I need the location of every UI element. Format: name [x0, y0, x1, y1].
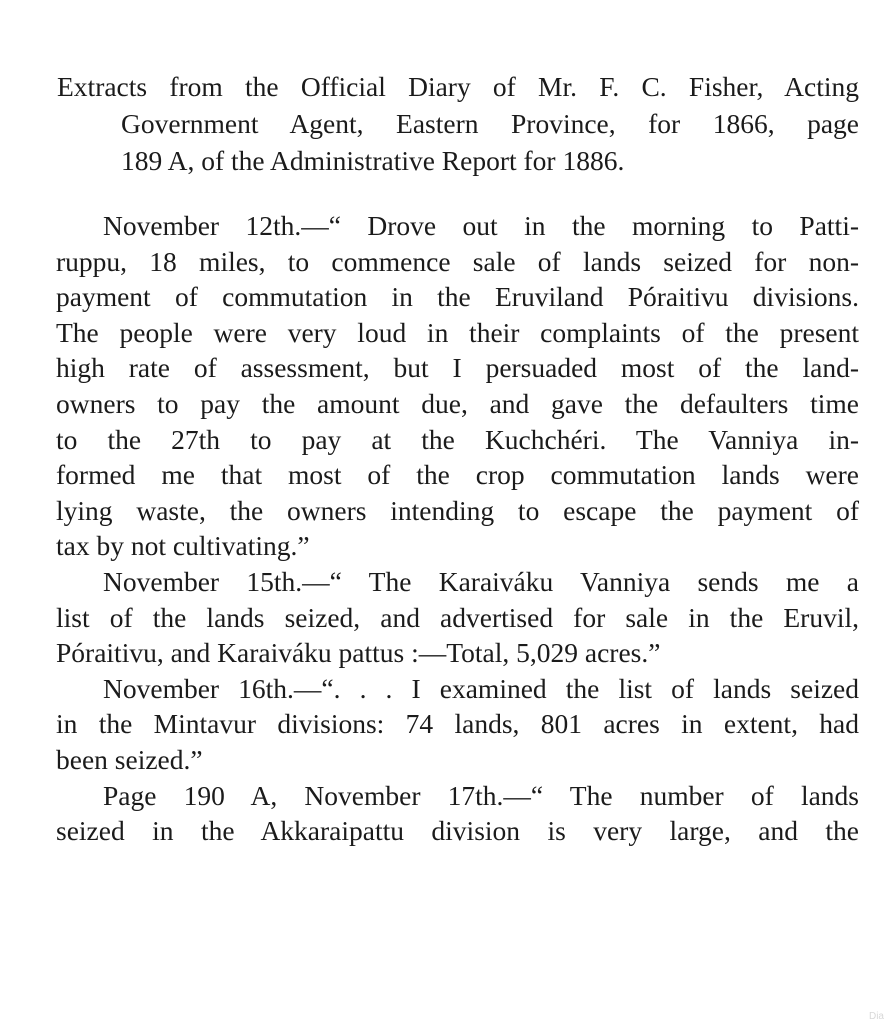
paragraph-line: to the 27th to pay at the Kuchchéri. The Vanniya in-: [56, 423, 859, 455]
paragraph-line: been seized.”: [56, 743, 203, 775]
paragraph-line: ruppu, 18 miles, to commence sale of lands seized for non-: [56, 245, 859, 277]
paragraph-line: in the Mintavur divisions: 74 lands, 801 acres in extent, had: [56, 708, 859, 740]
paragraph-line: payment of commutation in the Eruviland Póraitivu divisions.: [56, 281, 859, 313]
paragraph-line: Page 190 A, November 17th.—“ The number of lands: [103, 779, 859, 811]
heading-line: 189 A, of the Administrative Report for 1886.: [121, 145, 625, 176]
paragraph-line: November 16th.—“. . . I examined the list of lands seized: [103, 672, 859, 704]
corner-mark: Dia: [868, 1011, 884, 1022]
paragraph-line: owners to pay the amount due, and gave the defaulters time: [56, 387, 859, 419]
paragraph-line: The people were very loud in their complaints of the present: [56, 316, 859, 348]
paragraph-line: seized in the Akkaraipattu division is very large, and the: [56, 815, 859, 847]
paragraph-line: formed me that most of the crop commutation lands were: [56, 459, 859, 491]
heading-line: Extracts from the Official Diary of Mr. F. C. Fisher, Acting: [57, 71, 859, 102]
paragraph-line: November 12th.—“ Drove out in the morning to Patti-: [103, 210, 859, 241]
heading-line: Government Agent, Eastern Province, for 1866, page: [121, 108, 859, 139]
diary-text: [56, 208, 859, 849]
paragraph-line: tax by not cultivating.”: [56, 530, 310, 562]
paragraph-line: Póraitivu, and Karaiváku pattus :—Total, 5,029 acres.”: [56, 637, 661, 669]
paragraph-line: lying waste, the owners intending to escape the payment of: [56, 494, 859, 526]
paragraph-line: high rate of assessment, but I persuaded most of the land-: [56, 352, 859, 384]
paragraph-line: list of the lands seized, and advertised for sale in the Eruvil,: [56, 601, 859, 633]
paragraph-line: November 15th.—“ The Karaiváku Vanniya sends me a: [103, 565, 859, 597]
extract-heading: [57, 68, 859, 179]
